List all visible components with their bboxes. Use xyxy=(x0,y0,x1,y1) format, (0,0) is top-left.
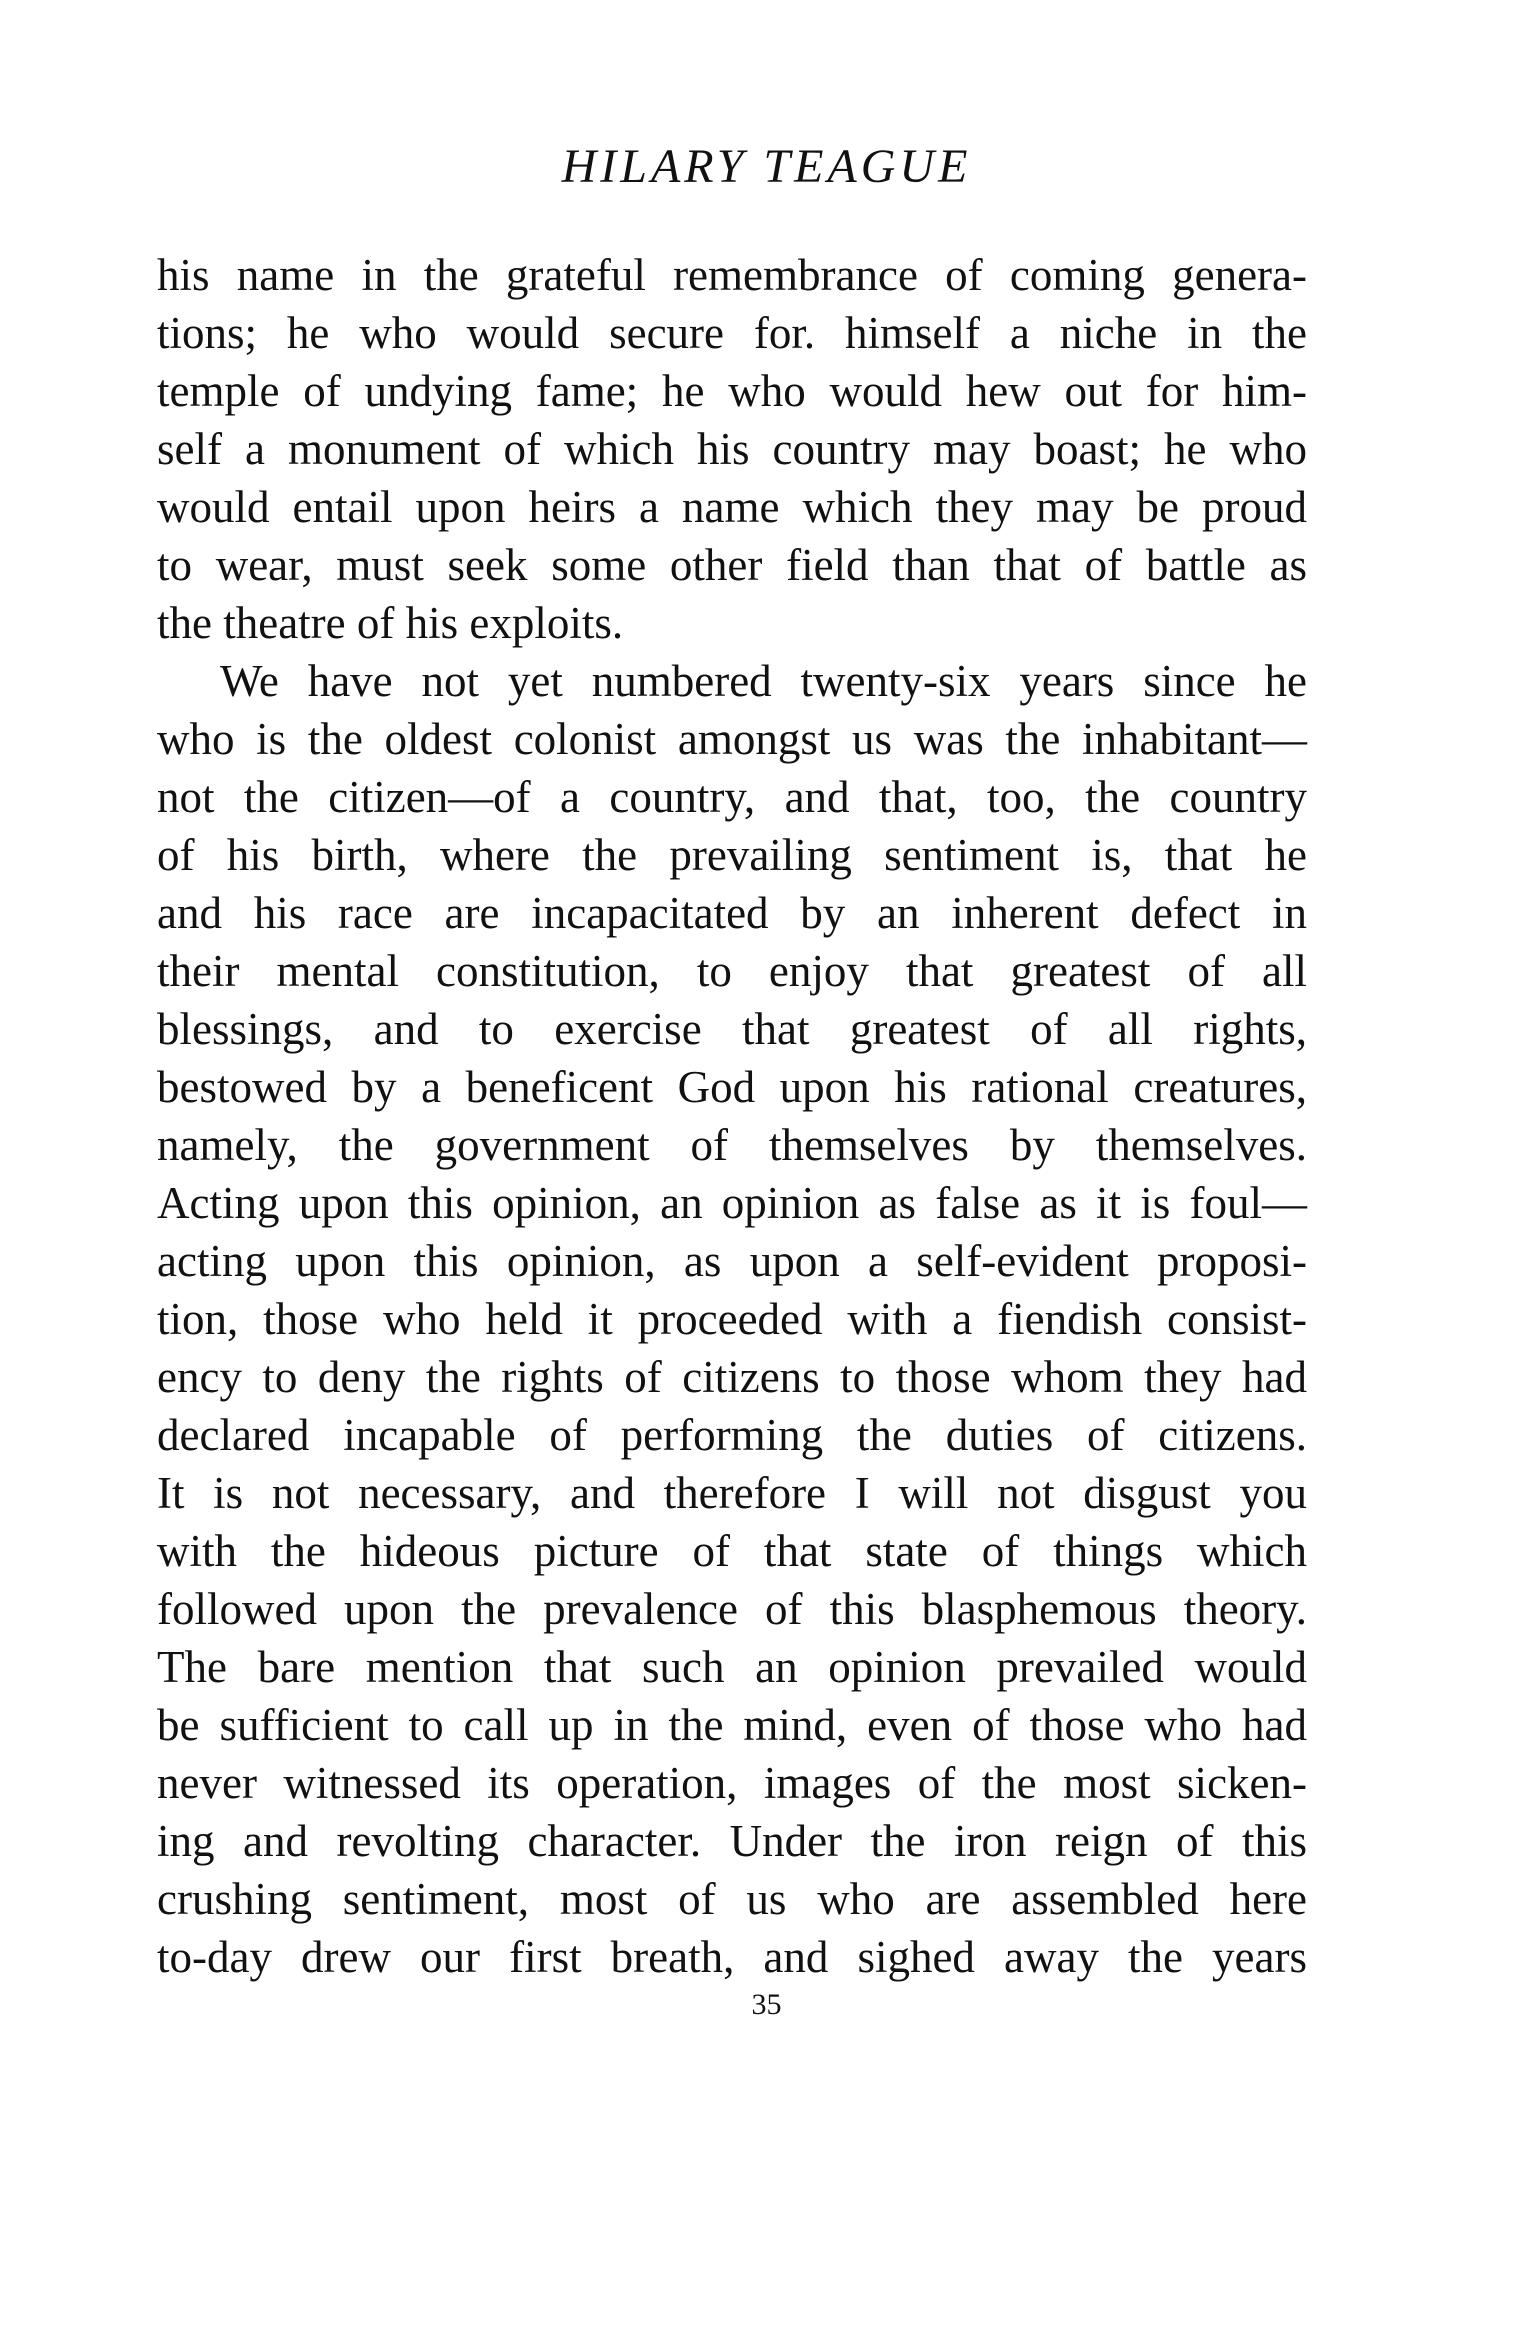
text-line: crushing sentiment, most of us who are assembled here xyxy=(157,1874,1307,1924)
text-line: his name in the grateful remembrance of coming genera- xyxy=(157,250,1307,300)
text-line: would entail upon heirs a name which they may be proud xyxy=(157,482,1307,532)
text-line: It is not necessary, and therefore I will not disgust you xyxy=(157,1468,1307,1518)
text-line: Acting upon this opinion, an opinion as false as it is foul— xyxy=(157,1178,1307,1228)
text-line: with the hideous picture of that state of things which xyxy=(157,1526,1307,1576)
text-line: followed upon the prevalence of this blasphemous theory. xyxy=(157,1584,1307,1634)
text-line: never witnessed its operation, images of the most sicken- xyxy=(157,1758,1307,1808)
text-line: declared incapable of performing the duties of citizens. xyxy=(157,1410,1307,1460)
page-number: 35 xyxy=(751,1988,782,2021)
body-text xyxy=(157,246,1307,1986)
text-line: to wear, must seek some other field than that of battle as xyxy=(157,540,1307,590)
text-line: self a monument of which his country may boast; he who xyxy=(157,424,1307,474)
text-line: The bare mention that such an opinion prevailed would xyxy=(157,1642,1307,1692)
text-line: tions; he who would secure for. himself a niche in the xyxy=(157,308,1307,358)
running-head: HILARY TEAGUE xyxy=(561,140,972,193)
text-line: who is the oldest colonist amongst us was the inhabitant— xyxy=(157,714,1307,764)
text-line: ency to deny the rights of citizens to those whom they had xyxy=(157,1352,1307,1402)
text-line: to-day drew our first breath, and sighed away the years xyxy=(157,1932,1307,1982)
text-line: blessings, and to exercise that greatest of all rights, xyxy=(157,1004,1307,1054)
text-line: their mental constitution, to enjoy that greatest of all xyxy=(157,946,1307,996)
text-line: of his birth, where the prevailing sentiment is, that he xyxy=(157,830,1307,880)
text-line: not the citizen—of a country, and that, too, the country xyxy=(157,772,1307,822)
paragraph-2 xyxy=(157,652,1307,1986)
text-line: We have not yet numbered twenty-six years since he xyxy=(220,656,1307,706)
text-line: and his race are incapacitated by an inherent defect in xyxy=(157,888,1307,938)
text-line: the theatre of his exploits. xyxy=(157,598,624,648)
text-line: be sufficient to call up in the mind, even of those who had xyxy=(157,1700,1307,1750)
text-line: namely, the government of themselves by themselves. xyxy=(157,1120,1307,1170)
text-line: ing and revolting character. Under the iron reign of this xyxy=(157,1816,1307,1866)
text-line: acting upon this opinion, as upon a self-evident proposi- xyxy=(157,1236,1307,1286)
text-line: temple of undying fame; he who would hew out for him- xyxy=(157,366,1307,416)
text-line: bestowed by a beneficent God upon his rational creatures, xyxy=(157,1062,1307,1112)
text-line: tion, those who held it proceeded with a fiendish consist- xyxy=(157,1294,1307,1344)
paragraph-1 xyxy=(157,246,1307,652)
